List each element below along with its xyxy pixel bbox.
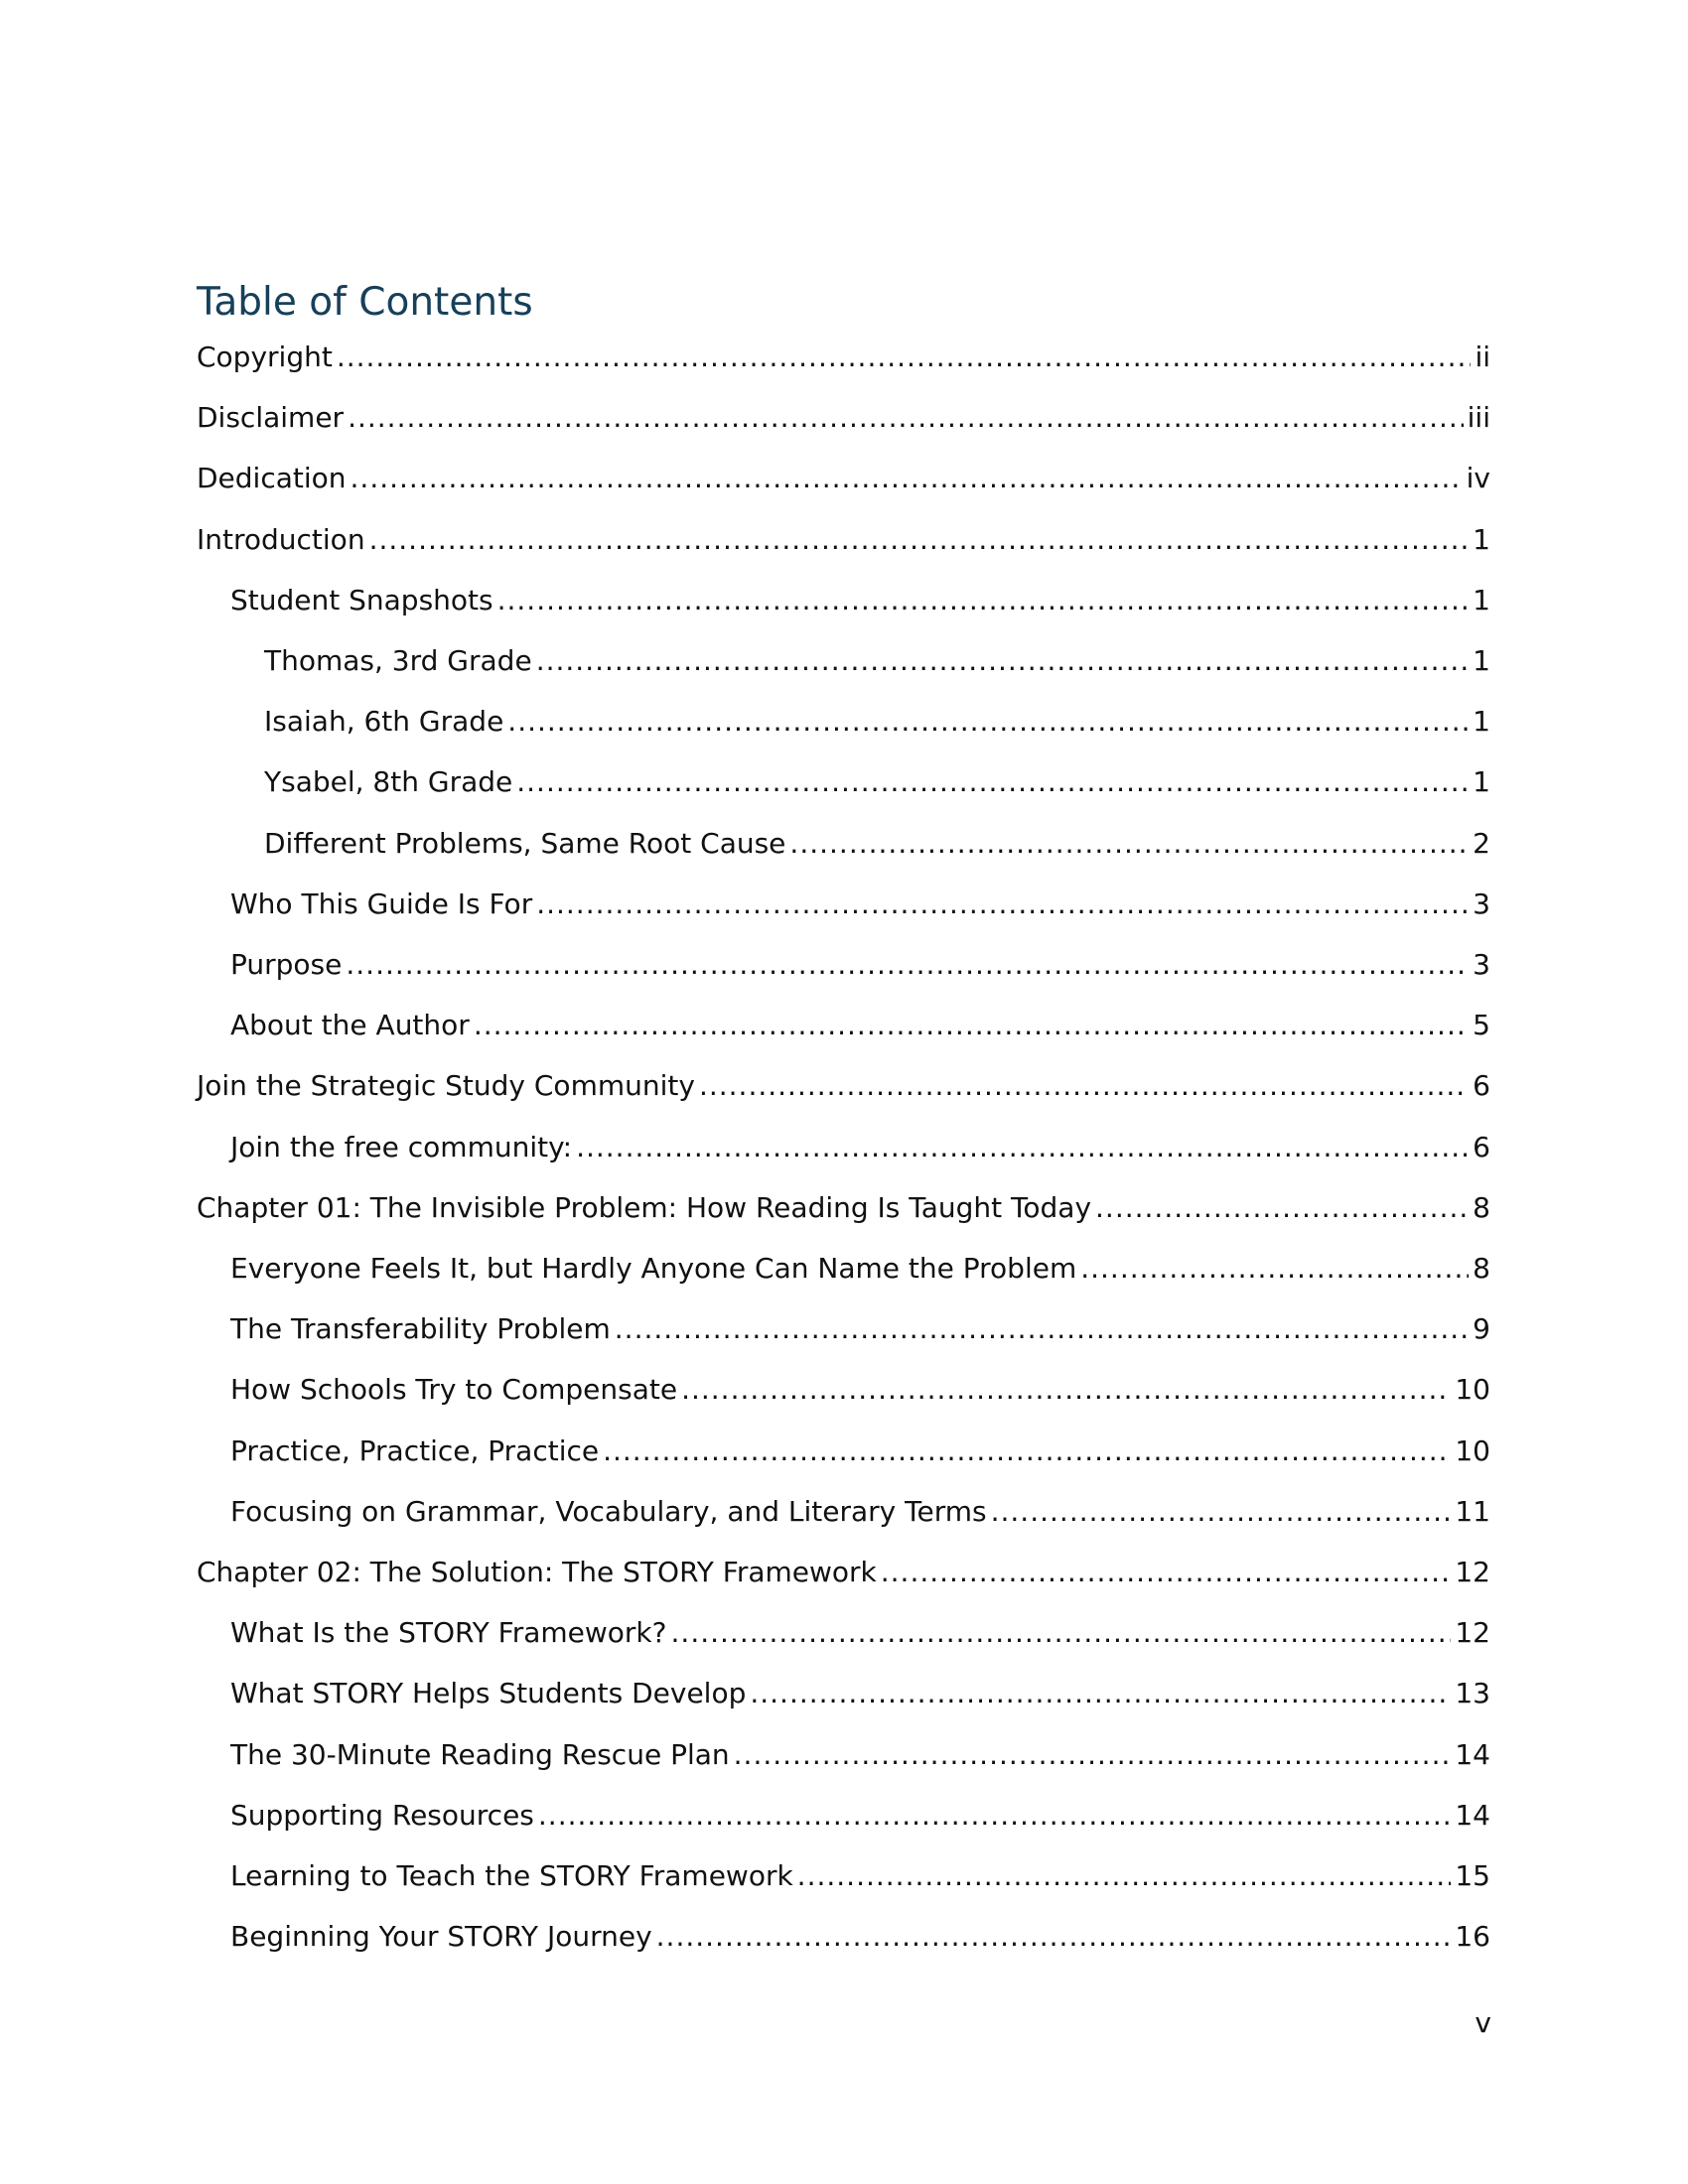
toc-entry-label: Who This Guide Is For: [230, 887, 533, 920]
toc-entry-page: 12: [1455, 1616, 1490, 1649]
toc-entry-page: 13: [1455, 1677, 1490, 1709]
toc-entry-page: 3: [1473, 948, 1490, 981]
toc-entry-label: Chapter 02: The Solution: The STORY Framework: [197, 1556, 877, 1588]
toc-entry-label: The Transferability Problem: [230, 1312, 611, 1345]
toc-entry-label: Join the free community:: [230, 1131, 573, 1163]
toc-dot-leader: [538, 1796, 1451, 1836]
toc-dot-leader: [1080, 1249, 1469, 1289]
toc-entry-page: 14: [1455, 1799, 1490, 1832]
toc-dot-leader: [656, 1917, 1452, 1957]
toc-entry-label: Chapter 01: The Invisible Problem: How Reading Is Taught Today: [197, 1191, 1092, 1224]
toc-entry-page: 9: [1473, 1312, 1490, 1345]
toc-entry-label: Disclaimer: [197, 401, 345, 434]
toc-entry-page: 8: [1473, 1252, 1490, 1285]
toc-entry[interactable]: [230, 581, 1490, 620]
toc-entry-label: Focusing on Grammar, Vocabulary, and Literary Terms: [230, 1495, 987, 1528]
toc-entry-label: About the Author: [230, 1009, 470, 1041]
toc-entry-label: Supporting Resources: [230, 1799, 534, 1832]
toc-dot-leader: [734, 1735, 1452, 1775]
toc-entry-label: Student Snapshots: [230, 584, 493, 616]
toc-dot-leader: [536, 641, 1469, 681]
toc-entry-page: 6: [1473, 1131, 1490, 1163]
toc-entry-label: Purpose: [230, 948, 343, 981]
toc-entry-label: What Is the STORY Framework?: [230, 1616, 667, 1649]
toc-entry[interactable]: [230, 1613, 1490, 1653]
toc-entry-page: ii: [1475, 341, 1490, 373]
toc-entry-label: Thomas, 3rd Grade: [264, 644, 532, 677]
toc-entry-page: 1: [1473, 523, 1490, 556]
toc-entry-page: 6: [1473, 1069, 1490, 1102]
toc-entry[interactable]: [197, 520, 1490, 560]
toc-entry[interactable]: [230, 1674, 1490, 1713]
toc-entry-page: 14: [1455, 1738, 1490, 1771]
toc-entry[interactable]: [264, 824, 1490, 864]
toc-dot-leader: [615, 1309, 1469, 1349]
toc-entry-label: Isaiah, 6th Grade: [264, 705, 504, 738]
toc-entry-page: 5: [1473, 1009, 1490, 1041]
toc-dot-leader: [348, 398, 1464, 438]
toc-dot-leader: [536, 885, 1469, 924]
toc-entry-page: 1: [1473, 705, 1490, 738]
toc-entry-page: 11: [1455, 1495, 1490, 1528]
toc-dot-leader: [681, 1370, 1451, 1410]
toc-dot-leader: [337, 338, 1472, 377]
toc-dot-leader: [474, 1006, 1469, 1045]
toc-dot-leader: [789, 824, 1469, 864]
toc-dot-leader: [699, 1066, 1469, 1106]
toc-entry-page: 1: [1473, 765, 1490, 798]
toc-entry[interactable]: [264, 702, 1490, 742]
toc-entry-page: 12: [1455, 1556, 1490, 1588]
toc-entry-page: 3: [1473, 887, 1490, 920]
toc-entry-page: 1: [1473, 584, 1490, 616]
toc-entry[interactable]: [197, 1066, 1490, 1106]
toc-entry-label: Join the Strategic Study Community: [197, 1069, 695, 1102]
toc-entry[interactable]: [230, 1796, 1490, 1836]
toc-entry-label: Ysabel, 8th Grade: [264, 765, 513, 798]
toc-title: Table of Contents: [197, 280, 533, 325]
toc-entry-page: 10: [1455, 1373, 1490, 1406]
toc-dot-leader: [991, 1492, 1452, 1532]
page-number: v: [1475, 2006, 1491, 2039]
toc-dot-leader: [603, 1432, 1451, 1471]
toc-entry[interactable]: [230, 1735, 1490, 1775]
toc-entry-label: Different Problems, Same Root Cause: [264, 827, 786, 860]
toc-entry[interactable]: [230, 1856, 1490, 1896]
toc-dot-leader: [881, 1553, 1452, 1592]
toc-entry[interactable]: [230, 1917, 1490, 1957]
toc-entry[interactable]: [230, 1492, 1490, 1532]
toc-entry-page: 15: [1455, 1859, 1490, 1892]
toc-entry[interactable]: [230, 1309, 1490, 1349]
toc-entry[interactable]: [230, 1432, 1490, 1471]
toc-dot-leader: [671, 1613, 1452, 1653]
toc-entry-label: Dedication: [197, 462, 347, 494]
toc-entry-page: 8: [1473, 1191, 1490, 1224]
toc-entry-label: Practice, Practice, Practice: [230, 1434, 600, 1467]
toc-entry-page: iii: [1467, 401, 1490, 434]
toc-dot-leader: [497, 581, 1470, 620]
toc-entry[interactable]: [264, 641, 1490, 681]
toc-entry-page: 2: [1473, 827, 1490, 860]
toc-entry[interactable]: [197, 1188, 1490, 1228]
toc-entry-page: 1: [1473, 644, 1490, 677]
toc-dot-leader: [750, 1674, 1451, 1713]
toc-dot-leader: [1095, 1188, 1469, 1228]
toc-entry-label: Copyright: [197, 341, 333, 373]
toc-dot-leader: [797, 1856, 1452, 1896]
toc-entry[interactable]: [197, 338, 1490, 377]
toc-entry-label: Learning to Teach the STORY Framework: [230, 1859, 793, 1892]
toc-entry-page: iv: [1466, 462, 1490, 494]
toc-entry-label: Introduction: [197, 523, 365, 556]
toc-entry-page: 10: [1455, 1434, 1490, 1467]
toc-entry-label: What STORY Helps Students Develop: [230, 1677, 747, 1709]
toc-entry[interactable]: [197, 1553, 1490, 1592]
toc-entry[interactable]: [230, 885, 1490, 924]
toc-dot-leader: [351, 459, 1463, 498]
toc-entry[interactable]: [197, 459, 1490, 498]
toc-entry-label: Everyone Feels It, but Hardly Anyone Can Name the Problem: [230, 1252, 1077, 1285]
toc-entry[interactable]: [230, 1249, 1490, 1289]
toc-entry-label: Beginning Your STORY Journey: [230, 1920, 652, 1953]
toc-dot-leader: [507, 702, 1469, 742]
toc-dot-leader: [346, 945, 1469, 985]
toc-entry-label: The 30-Minute Reading Rescue Plan: [230, 1738, 730, 1771]
toc-entry[interactable]: [230, 1006, 1490, 1045]
toc-dot-leader: [516, 762, 1469, 802]
toc-entry[interactable]: [230, 945, 1490, 985]
toc-entry[interactable]: [197, 398, 1490, 438]
toc-entry[interactable]: [230, 1370, 1490, 1410]
toc-entry[interactable]: [264, 762, 1490, 802]
toc-entry-label: How Schools Try to Compensate: [230, 1373, 678, 1406]
toc-entry-page: 16: [1455, 1920, 1490, 1953]
toc-entry[interactable]: [230, 1128, 1490, 1167]
toc-dot-leader: [576, 1128, 1469, 1167]
toc-dot-leader: [369, 520, 1470, 560]
